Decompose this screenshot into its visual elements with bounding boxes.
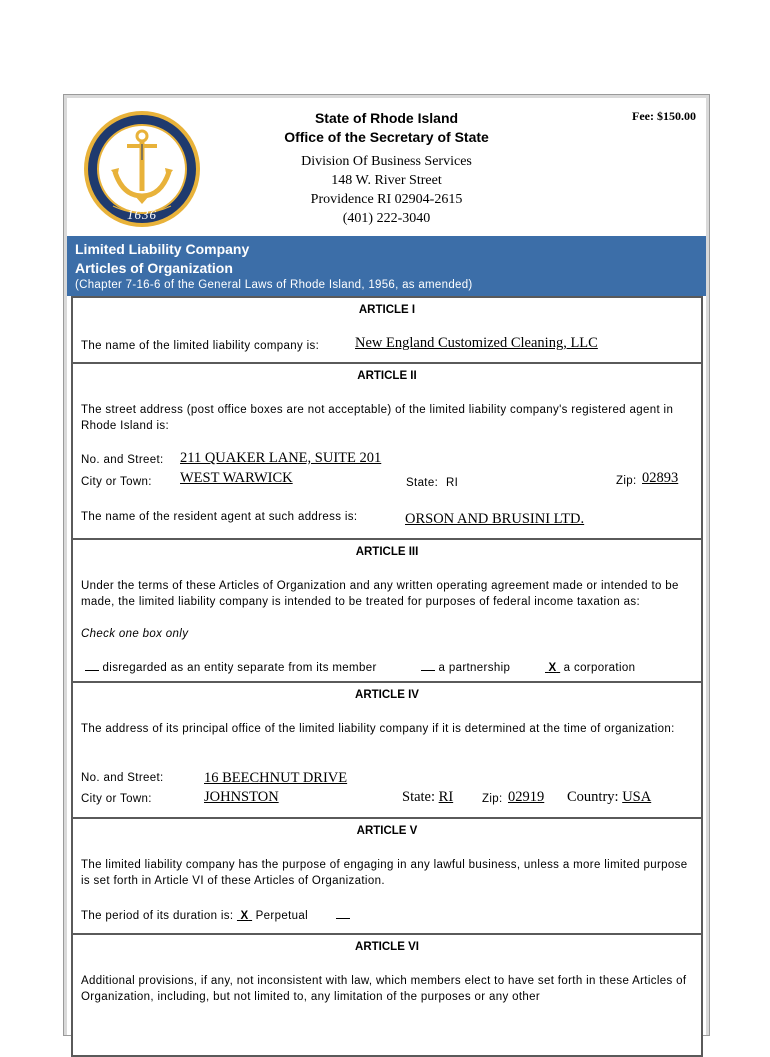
article-3-title: ARTICLE III [355,546,419,558]
purpose-intro: The limited liability company has the purpose of engaging in any lawful business, unless a more limited purpose is set forth in Article VI of these Articles of Organization. [81,859,688,887]
tax-treatment-intro: Under the terms of these Articles of Organization and any written operating agreement made or intended to be made, the limited liability company is intended to be treated for purposes of federal income taxation as: [81,580,679,608]
option-partnership-checkbox[interactable] [421,669,435,671]
option-corporation-label: a corporation [563,662,636,674]
option-corporation[interactable] [545,660,635,676]
office-street-label: No. and Street: [81,772,164,784]
duration-label: The period of its duration is: [81,910,234,922]
division-name: Division Of Business Services [301,154,472,169]
perpetual-checkbox[interactable]: X [240,910,249,922]
state-title: State of Rhode Island [314,110,459,126]
company-name-label: The name of the limited liability company is: [81,340,320,352]
principal-office-intro: The address of its principal office of the limited liability company if it is determined at the time of organization: [81,723,675,735]
phone-number: (401) 222-3040 [342,211,431,226]
agent-street-label: No. and Street: [81,454,164,466]
article-2-section [71,362,703,540]
duration-other-blank[interactable] [336,917,350,919]
resident-agent-label: The name of the resident agent at such address is: [81,511,358,523]
article-2-title: ARTICLE II [357,370,417,382]
article-5-section [71,817,703,935]
seal-year: 1636 [127,207,157,222]
article-1-title: ARTICLE I [358,304,416,316]
agent-zip-label: Zip: [616,475,637,487]
article-6-section [71,933,703,1057]
agent-state-label: State: [406,477,439,489]
office-country-label: Country: [567,789,619,805]
form-title-line2: Articles of Organization [75,260,233,276]
office-state [402,789,453,806]
office-street-value[interactable]: 16 BEECHNUT DRIVE [204,770,348,786]
tax-instruction: Check one box only [81,628,189,640]
option-disregarded-label: disregarded as an entity separate from its member [102,662,377,674]
street-address: 148 W. River Street [331,173,442,188]
office-country-value[interactable]: USA [622,789,652,805]
option-partnership-label: a partnership [438,662,511,674]
form-header [67,98,706,236]
agent-city-label: City or Town: [81,476,152,488]
article-1-section [71,296,703,364]
agent-zip-value[interactable]: 02893 [642,470,679,486]
office-zip-label: Zip: [482,793,503,805]
registered-agent-intro: The street address (post office boxes are not acceptable) of the limited liability company's registered agent in Rhode Island is: [81,404,674,432]
option-corporation-checkbox[interactable]: X [548,662,557,674]
option-partnership[interactable] [421,660,510,676]
office-state-value[interactable]: RI [438,789,454,805]
article-4-section [71,681,703,819]
fee-label: Fee: $150.00 [632,109,696,123]
office-title: Office of the Secretary of State [284,129,489,145]
duration-line [81,908,350,924]
agent-city-value[interactable]: WEST WARWICK [180,470,293,486]
option-disregarded-checkbox[interactable] [85,669,99,671]
city-address: Providence RI 02904-2615 [310,192,463,207]
form-title-line1: Limited Liability Company [75,241,250,257]
article-3-section [71,538,703,683]
office-zip-value[interactable]: 02919 [508,789,545,805]
article-6-title: ARTICLE VI [355,941,419,953]
agent-state-value[interactable]: RI [446,477,459,489]
additional-provisions-intro: Additional provisions, if any, not inconsistent with law, which members elect to have set forth in these Articles of Organization, including, but not limited to, any limitation of the purposes or any other [81,975,687,1003]
option-disregarded[interactable] [85,660,377,676]
resident-agent-value[interactable]: ORSON AND BRUSINI LTD. [405,511,585,527]
company-name-value[interactable]: New England Customized Cleaning, LLC [355,335,598,351]
form-frame [63,94,710,1036]
form-title-band [67,236,706,296]
article-5-title: ARTICLE V [356,825,418,837]
statute-reference: (Chapter 7-16-6 of the General Laws of Rhode Island, 1956, as amended) [75,279,473,291]
agent-street-value[interactable]: 211 QUAKER LANE, SUITE 201 [180,450,382,466]
office-country [567,789,651,806]
form-body [67,98,706,1035]
office-city-label: City or Town: [81,793,152,805]
office-state-label: State: [402,789,436,805]
office-city-value[interactable]: JOHNSTON [204,789,279,805]
perpetual-label: Perpetual [255,910,309,922]
article-4-title: ARTICLE IV [355,689,419,701]
